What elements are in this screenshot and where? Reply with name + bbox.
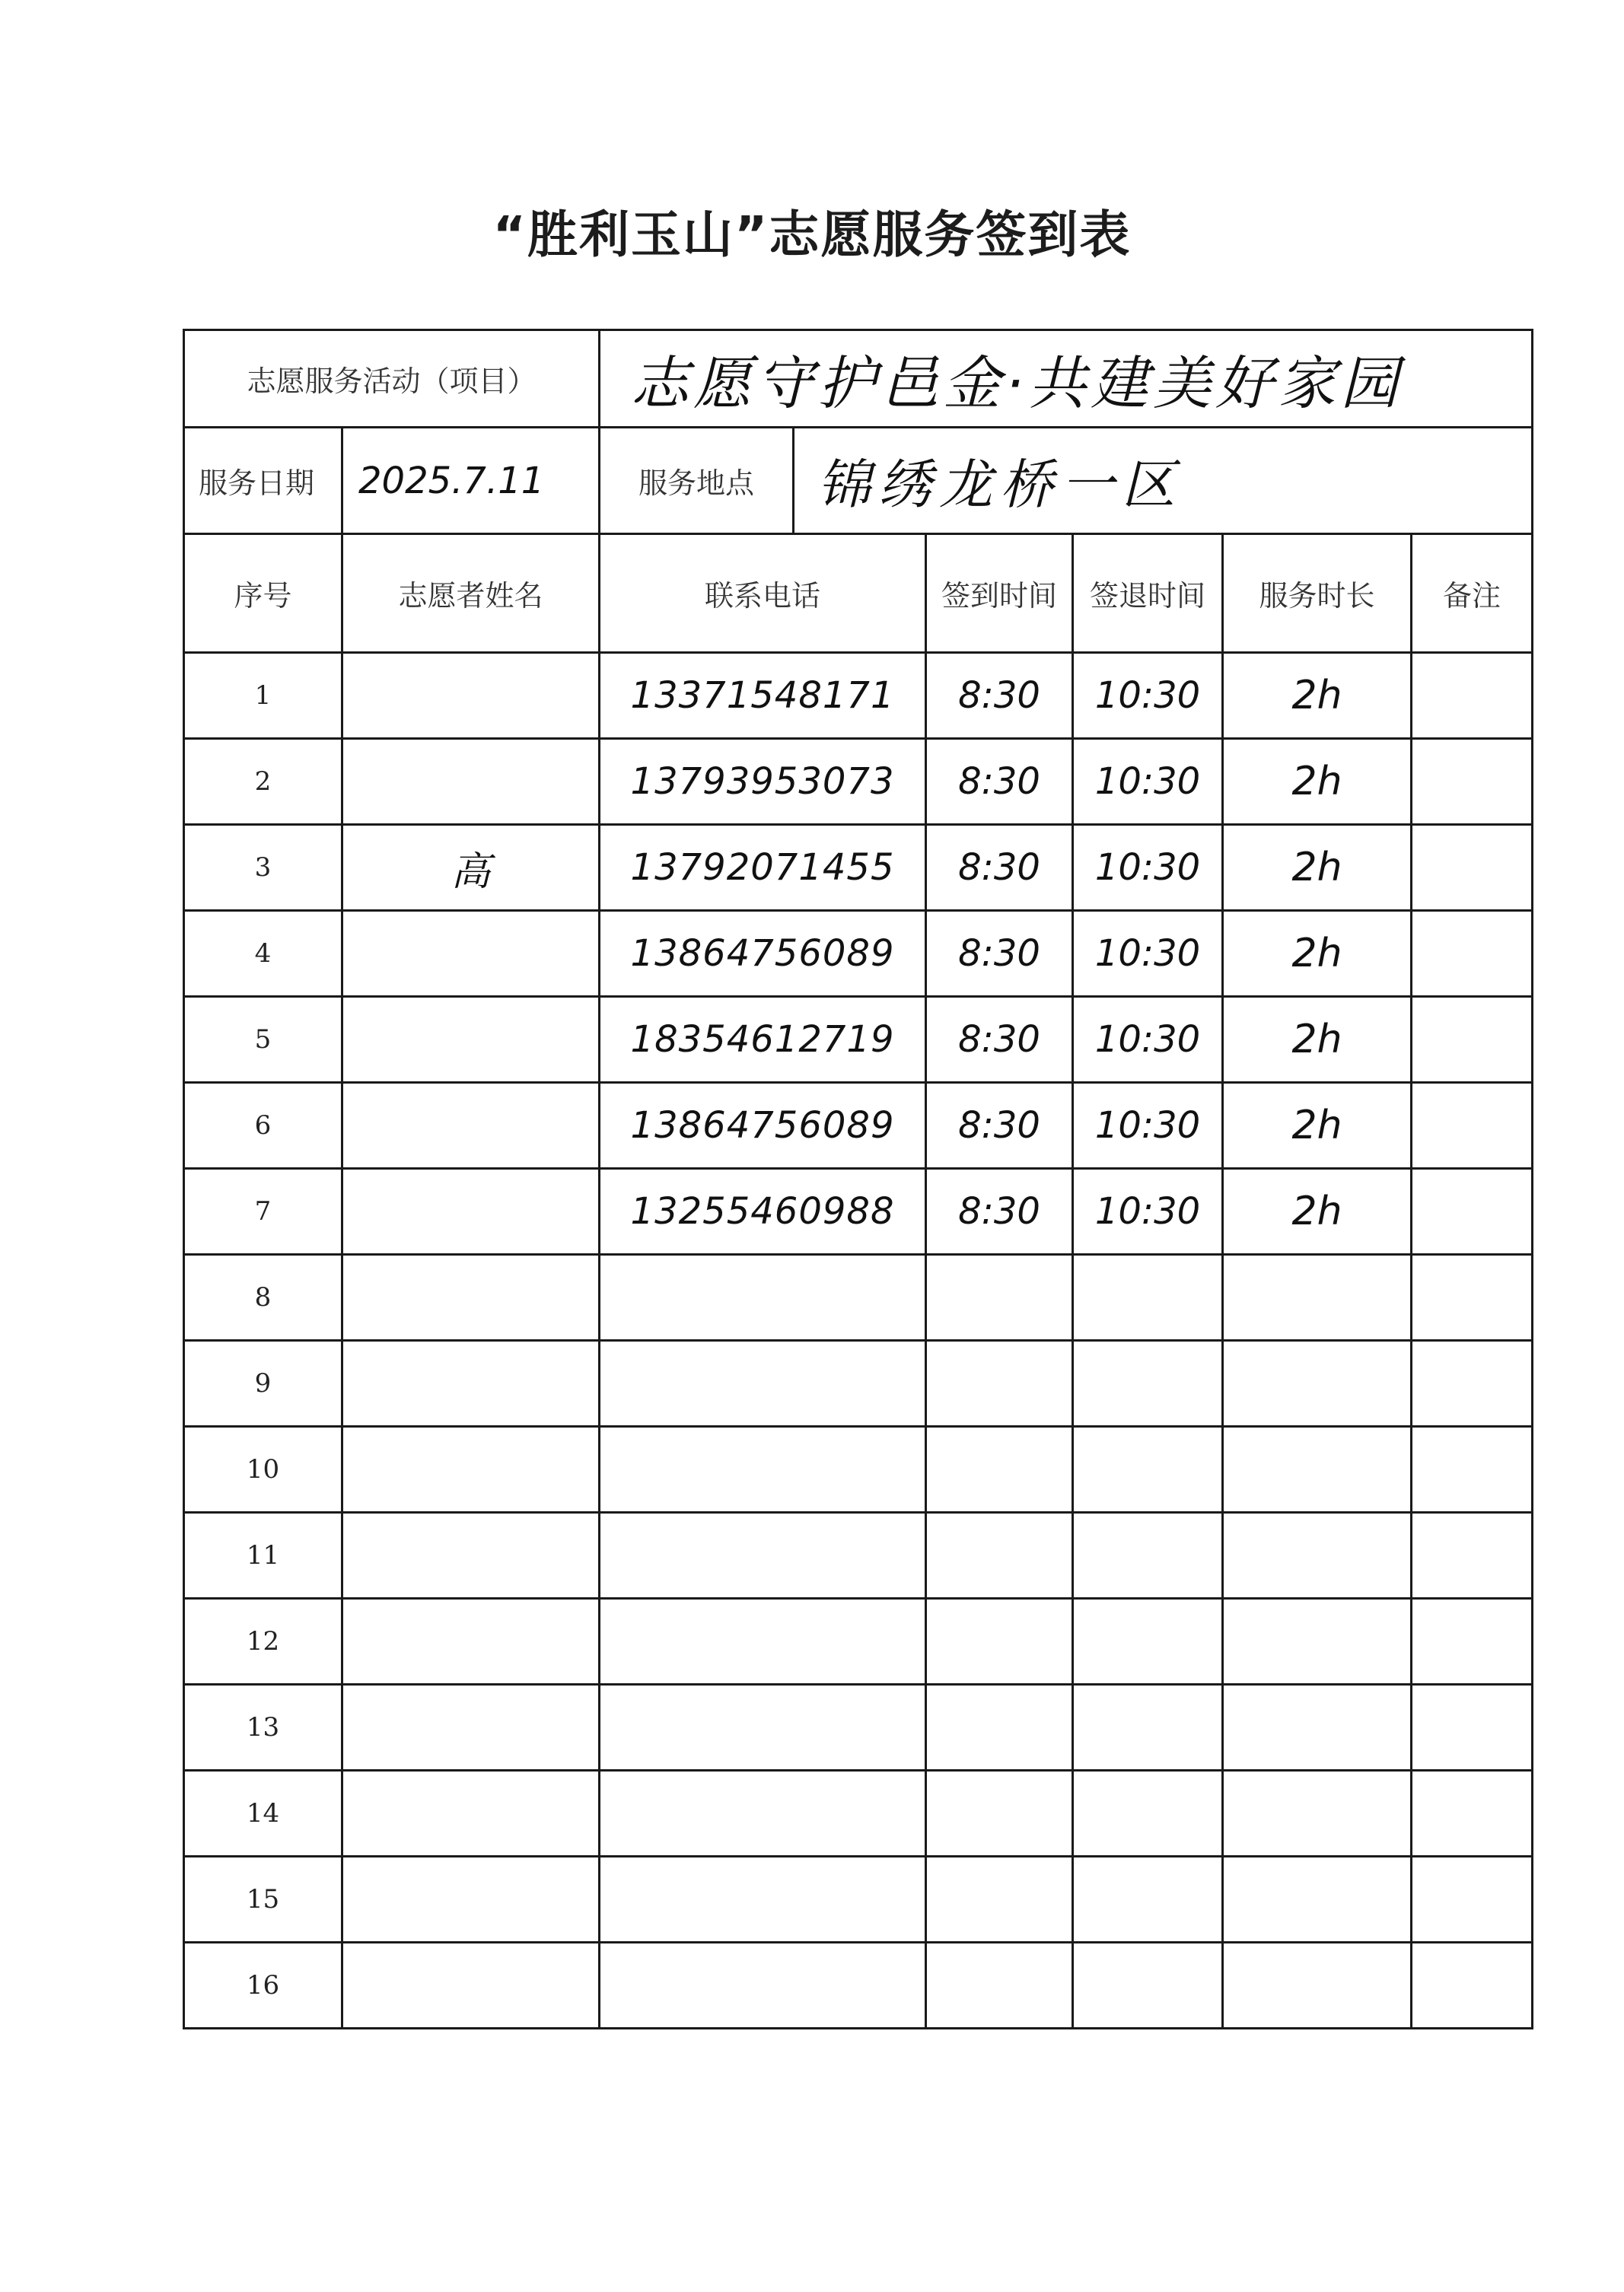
phone-cell[interactable]: 13864756089 <box>600 1083 926 1169</box>
sign-in-time-cell[interactable]: 8:30 <box>926 911 1073 997</box>
duration-cell[interactable] <box>1223 1685 1412 1771</box>
col-header-no: 序号 <box>184 534 342 653</box>
duration-cell[interactable] <box>1223 1771 1412 1857</box>
volunteer-name-cell[interactable] <box>342 1341 600 1427</box>
volunteer-name-cell[interactable] <box>342 911 600 997</box>
table-row <box>184 1771 1533 1857</box>
volunteer-name-cell[interactable] <box>342 1685 600 1771</box>
volunteer-name-cell[interactable] <box>342 1083 600 1169</box>
note-cell[interactable] <box>1412 653 1533 739</box>
row-number: 10 <box>184 1427 342 1513</box>
sign-in-time-cell[interactable] <box>926 1427 1073 1513</box>
sign-in-table <box>183 329 1533 2029</box>
date-location-row <box>184 428 1533 534</box>
table-row <box>184 1341 1533 1427</box>
row-number: 3 <box>184 825 342 911</box>
note-cell[interactable] <box>1412 997 1533 1083</box>
volunteer-name-cell[interactable] <box>342 1857 600 1943</box>
sign-in-time-cell[interactable] <box>926 1599 1073 1685</box>
table-row <box>184 825 1533 911</box>
col-header-duration: 服务时长 <box>1223 534 1412 653</box>
table-row <box>184 997 1533 1083</box>
table-row <box>184 911 1533 997</box>
note-cell[interactable] <box>1412 1083 1533 1169</box>
note-cell[interactable] <box>1412 911 1533 997</box>
note-cell[interactable] <box>1412 1685 1533 1771</box>
volunteer-name-cell[interactable] <box>342 739 600 825</box>
row-number: 15 <box>184 1857 342 1943</box>
date-label: 服务日期 <box>184 428 342 534</box>
col-header-note: 备注 <box>1412 534 1533 653</box>
duration-cell[interactable] <box>1223 1599 1412 1685</box>
row-number: 2 <box>184 739 342 825</box>
location-value[interactable]: 锦绣龙桥一区 <box>794 428 1533 534</box>
page-title: “胜利玉山”志愿服务签到表 <box>492 205 1132 264</box>
volunteer-name-cell[interactable] <box>342 1513 600 1599</box>
row-number: 6 <box>184 1083 342 1169</box>
volunteer-name-cell[interactable] <box>342 997 600 1083</box>
table-row <box>184 739 1533 825</box>
sign-in-time-cell[interactable] <box>926 1685 1073 1771</box>
phone-cell[interactable]: 13793953073 <box>600 739 926 825</box>
duration-cell[interactable]: 2h <box>1223 997 1412 1083</box>
table-row <box>184 1169 1533 1255</box>
phone-cell[interactable] <box>600 1427 926 1513</box>
sign-in-time-cell[interactable]: 8:30 <box>926 739 1073 825</box>
location-label: 服务地点 <box>600 428 794 534</box>
sign-out-time-cell[interactable]: 10:30 <box>1073 911 1223 997</box>
duration-cell[interactable]: 2h <box>1223 653 1412 739</box>
date-value[interactable]: 2025.7.11 <box>342 428 600 534</box>
table-row <box>184 1427 1533 1513</box>
note-cell[interactable] <box>1412 739 1533 825</box>
duration-cell[interactable] <box>1223 1341 1412 1427</box>
note-cell[interactable] <box>1412 1341 1533 1427</box>
sign-out-time-cell[interactable] <box>1073 1427 1223 1513</box>
sign-out-time-cell[interactable] <box>1073 1255 1223 1341</box>
row-number: 13 <box>184 1685 342 1771</box>
sign-in-time-cell[interactable]: 8:30 <box>926 1169 1073 1255</box>
phone-cell[interactable] <box>600 1513 926 1599</box>
phone-cell[interactable] <box>600 1857 926 1943</box>
duration-cell[interactable]: 2h <box>1223 739 1412 825</box>
duration-cell[interactable]: 2h <box>1223 825 1412 911</box>
phone-cell[interactable] <box>600 1341 926 1427</box>
note-cell[interactable] <box>1412 1169 1533 1255</box>
table-row <box>184 1255 1533 1341</box>
sign-in-time-cell[interactable]: 8:30 <box>926 653 1073 739</box>
phone-cell[interactable]: 18354612719 <box>600 997 926 1083</box>
table-row <box>184 1513 1533 1599</box>
col-header-sign-in: 签到时间 <box>926 534 1073 653</box>
table-row <box>184 1599 1533 1685</box>
phone-cell[interactable]: 13792071455 <box>600 825 926 911</box>
sign-out-time-cell[interactable]: 10:30 <box>1073 825 1223 911</box>
row-number: 1 <box>184 653 342 739</box>
volunteer-name-cell[interactable] <box>342 1943 600 2029</box>
sign-in-time-cell[interactable]: 8:30 <box>926 1083 1073 1169</box>
table-row <box>184 1857 1533 1943</box>
phone-cell[interactable] <box>600 1599 926 1685</box>
row-number: 12 <box>184 1599 342 1685</box>
sign-out-time-cell[interactable] <box>1073 1599 1223 1685</box>
note-cell[interactable] <box>1412 1943 1533 2029</box>
activity-value[interactable]: 志愿守护邑金·共建美好家园 <box>600 330 1533 428</box>
duration-cell[interactable]: 2h <box>1223 1083 1412 1169</box>
row-number: 16 <box>184 1943 342 2029</box>
col-header-name: 志愿者姓名 <box>342 534 600 653</box>
sign-out-time-cell[interactable] <box>1073 1341 1223 1427</box>
row-number: 9 <box>184 1341 342 1427</box>
row-number: 7 <box>184 1169 342 1255</box>
row-number: 5 <box>184 997 342 1083</box>
col-header-sign-out: 签退时间 <box>1073 534 1223 653</box>
row-number: 8 <box>184 1255 342 1341</box>
volunteer-name-cell[interactable] <box>342 653 600 739</box>
volunteer-name-cell[interactable] <box>342 1169 600 1255</box>
note-cell[interactable] <box>1412 1255 1533 1341</box>
phone-cell[interactable] <box>600 1255 926 1341</box>
note-cell[interactable] <box>1412 825 1533 911</box>
activity-row <box>184 330 1533 428</box>
duration-cell[interactable] <box>1223 1255 1412 1341</box>
sign-in-time-cell[interactable]: 8:30 <box>926 825 1073 911</box>
sign-in-time-cell[interactable] <box>926 1255 1073 1341</box>
table-row <box>184 653 1533 739</box>
sign-in-time-cell[interactable] <box>926 1341 1073 1427</box>
column-header-row <box>184 534 1533 653</box>
duration-cell[interactable]: 2h <box>1223 1169 1412 1255</box>
note-cell[interactable] <box>1412 1513 1533 1599</box>
sign-out-time-cell[interactable] <box>1073 1771 1223 1857</box>
sign-out-time-cell[interactable]: 10:30 <box>1073 997 1223 1083</box>
phone-cell[interactable]: 13864756089 <box>600 911 926 997</box>
sign-out-time-cell[interactable]: 10:30 <box>1073 653 1223 739</box>
sign-out-time-cell[interactable]: 10:30 <box>1073 1083 1223 1169</box>
phone-cell[interactable]: 13255460988 <box>600 1169 926 1255</box>
sign-out-time-cell[interactable] <box>1073 1857 1223 1943</box>
table-row <box>184 1083 1533 1169</box>
note-cell[interactable] <box>1412 1771 1533 1857</box>
sign-in-time-cell[interactable] <box>926 1857 1073 1943</box>
sign-out-time-cell[interactable] <box>1073 1943 1223 2029</box>
sign-out-time-cell[interactable] <box>1073 1513 1223 1599</box>
note-cell[interactable] <box>1412 1857 1533 1943</box>
phone-cell[interactable]: 13371548171 <box>600 653 926 739</box>
phone-cell[interactable] <box>600 1685 926 1771</box>
sign-in-time-cell[interactable] <box>926 1771 1073 1857</box>
row-number: 11 <box>184 1513 342 1599</box>
volunteer-name-cell[interactable] <box>342 1599 600 1685</box>
duration-cell[interactable]: 2h <box>1223 911 1412 997</box>
sign-out-time-cell[interactable] <box>1073 1685 1223 1771</box>
note-cell[interactable] <box>1412 1599 1533 1685</box>
duration-cell[interactable] <box>1223 1857 1412 1943</box>
note-cell[interactable] <box>1412 1427 1533 1513</box>
duration-cell[interactable] <box>1223 1427 1412 1513</box>
sign-in-time-cell[interactable] <box>926 1513 1073 1599</box>
duration-cell[interactable] <box>1223 1943 1412 2029</box>
row-number: 4 <box>184 911 342 997</box>
volunteer-name-cell[interactable] <box>342 1427 600 1513</box>
sign-in-time-cell[interactable]: 8:30 <box>926 997 1073 1083</box>
table-row <box>184 1943 1533 2029</box>
duration-cell[interactable] <box>1223 1513 1412 1599</box>
volunteer-name-cell[interactable] <box>342 1771 600 1857</box>
row-number: 14 <box>184 1771 342 1857</box>
sign-out-time-cell[interactable]: 10:30 <box>1073 1169 1223 1255</box>
table-row <box>184 1685 1533 1771</box>
phone-cell[interactable] <box>600 1771 926 1857</box>
volunteer-name-cell[interactable] <box>342 1255 600 1341</box>
activity-label: 志愿服务活动（项目） <box>184 330 600 428</box>
col-header-phone: 联系电话 <box>600 534 926 653</box>
sign-in-time-cell[interactable] <box>926 1943 1073 2029</box>
volunteer-name-cell[interactable]: 高 <box>342 825 600 911</box>
phone-cell[interactable] <box>600 1943 926 2029</box>
sign-out-time-cell[interactable]: 10:30 <box>1073 739 1223 825</box>
